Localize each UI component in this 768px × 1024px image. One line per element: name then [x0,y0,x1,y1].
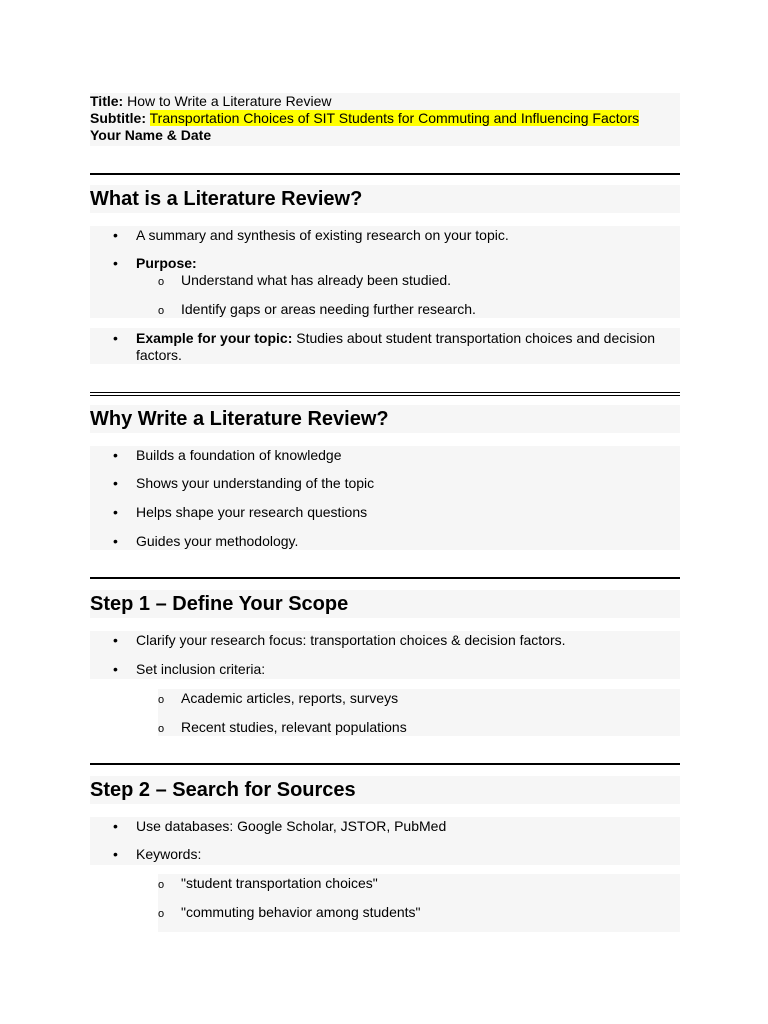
sub-list-item: Academic articles, reports, surveys [181,690,399,706]
list-bullet: • [113,447,118,463]
sub-list-item: Recent studies, relevant populations [181,719,407,735]
list-bullet: • [113,846,118,862]
list-item-label: Example for your topic: [136,330,293,346]
sub-list-bullet: o [158,276,165,288]
sub-list-item: "student transportation choices" [181,875,378,891]
section-heading: Step 2 – Search for Sources [90,776,680,804]
list-item: Use databases: Google Scholar, JSTOR, PubMed [136,818,447,834]
list-item: Keywords: [136,846,202,862]
title-label: Title: [90,93,124,109]
list-bullet: • [113,504,118,520]
sub-list-bullet: o [158,879,165,891]
document-subtitle: Transportation Choices of SIT Students for Commuting and Influencing Factors [149,110,640,126]
list-bullet: • [113,818,118,834]
list-bullet: • [113,533,118,549]
title-line [90,93,680,110]
sub-list-item: "commuting behavior among students" [181,904,421,920]
sub-list-bullet: o [158,694,165,706]
list-bullet: • [113,330,118,346]
list-item: A summary and synthesis of existing research on your topic. [136,227,509,243]
list-item: Set inclusion criteria: [136,661,266,677]
author-line [90,127,680,144]
sub-list-item: Understand what has already been studied. [181,272,452,288]
subtitle-label: Subtitle: [90,110,146,126]
list-bullet: • [113,661,118,677]
list-bullet: • [113,475,118,491]
list-item [136,330,680,364]
list-item: Helps shape your research questions [136,504,368,520]
list-bullet: • [113,255,118,271]
sub-list-bullet: o [158,723,165,735]
sub-list-bullet: o [158,908,165,920]
section-divider [90,763,680,765]
sub-list-item: Identify gaps or areas needing further research. [181,301,476,317]
section-divider [90,392,680,393]
subtitle-line [90,110,680,127]
list-item-label: Purpose: [136,255,197,271]
document-header [90,93,680,146]
list-item: Builds a foundation of knowledge [136,447,342,463]
author-date: Your Name & Date [90,127,212,143]
section-heading: Why Write a Literature Review? [90,405,680,433]
list-bullet: • [113,632,118,648]
section-divider [90,173,680,175]
list-item: Shows your understanding of the topic [136,475,375,491]
document-title: How to Write a Literature Review [127,93,332,109]
section-heading: Step 1 – Define Your Scope [90,590,680,618]
list-bullet: • [113,227,118,243]
sub-list-bullet: o [158,305,165,317]
list-item-text: Studies about student transportation choices and decision factors. [136,330,656,363]
list-item: Guides your methodology. [136,533,299,549]
section-divider [90,577,680,579]
list-item: Clarify your research focus: transportation choices & decision factors. [136,632,566,648]
section-heading: What is a Literature Review? [90,185,680,213]
